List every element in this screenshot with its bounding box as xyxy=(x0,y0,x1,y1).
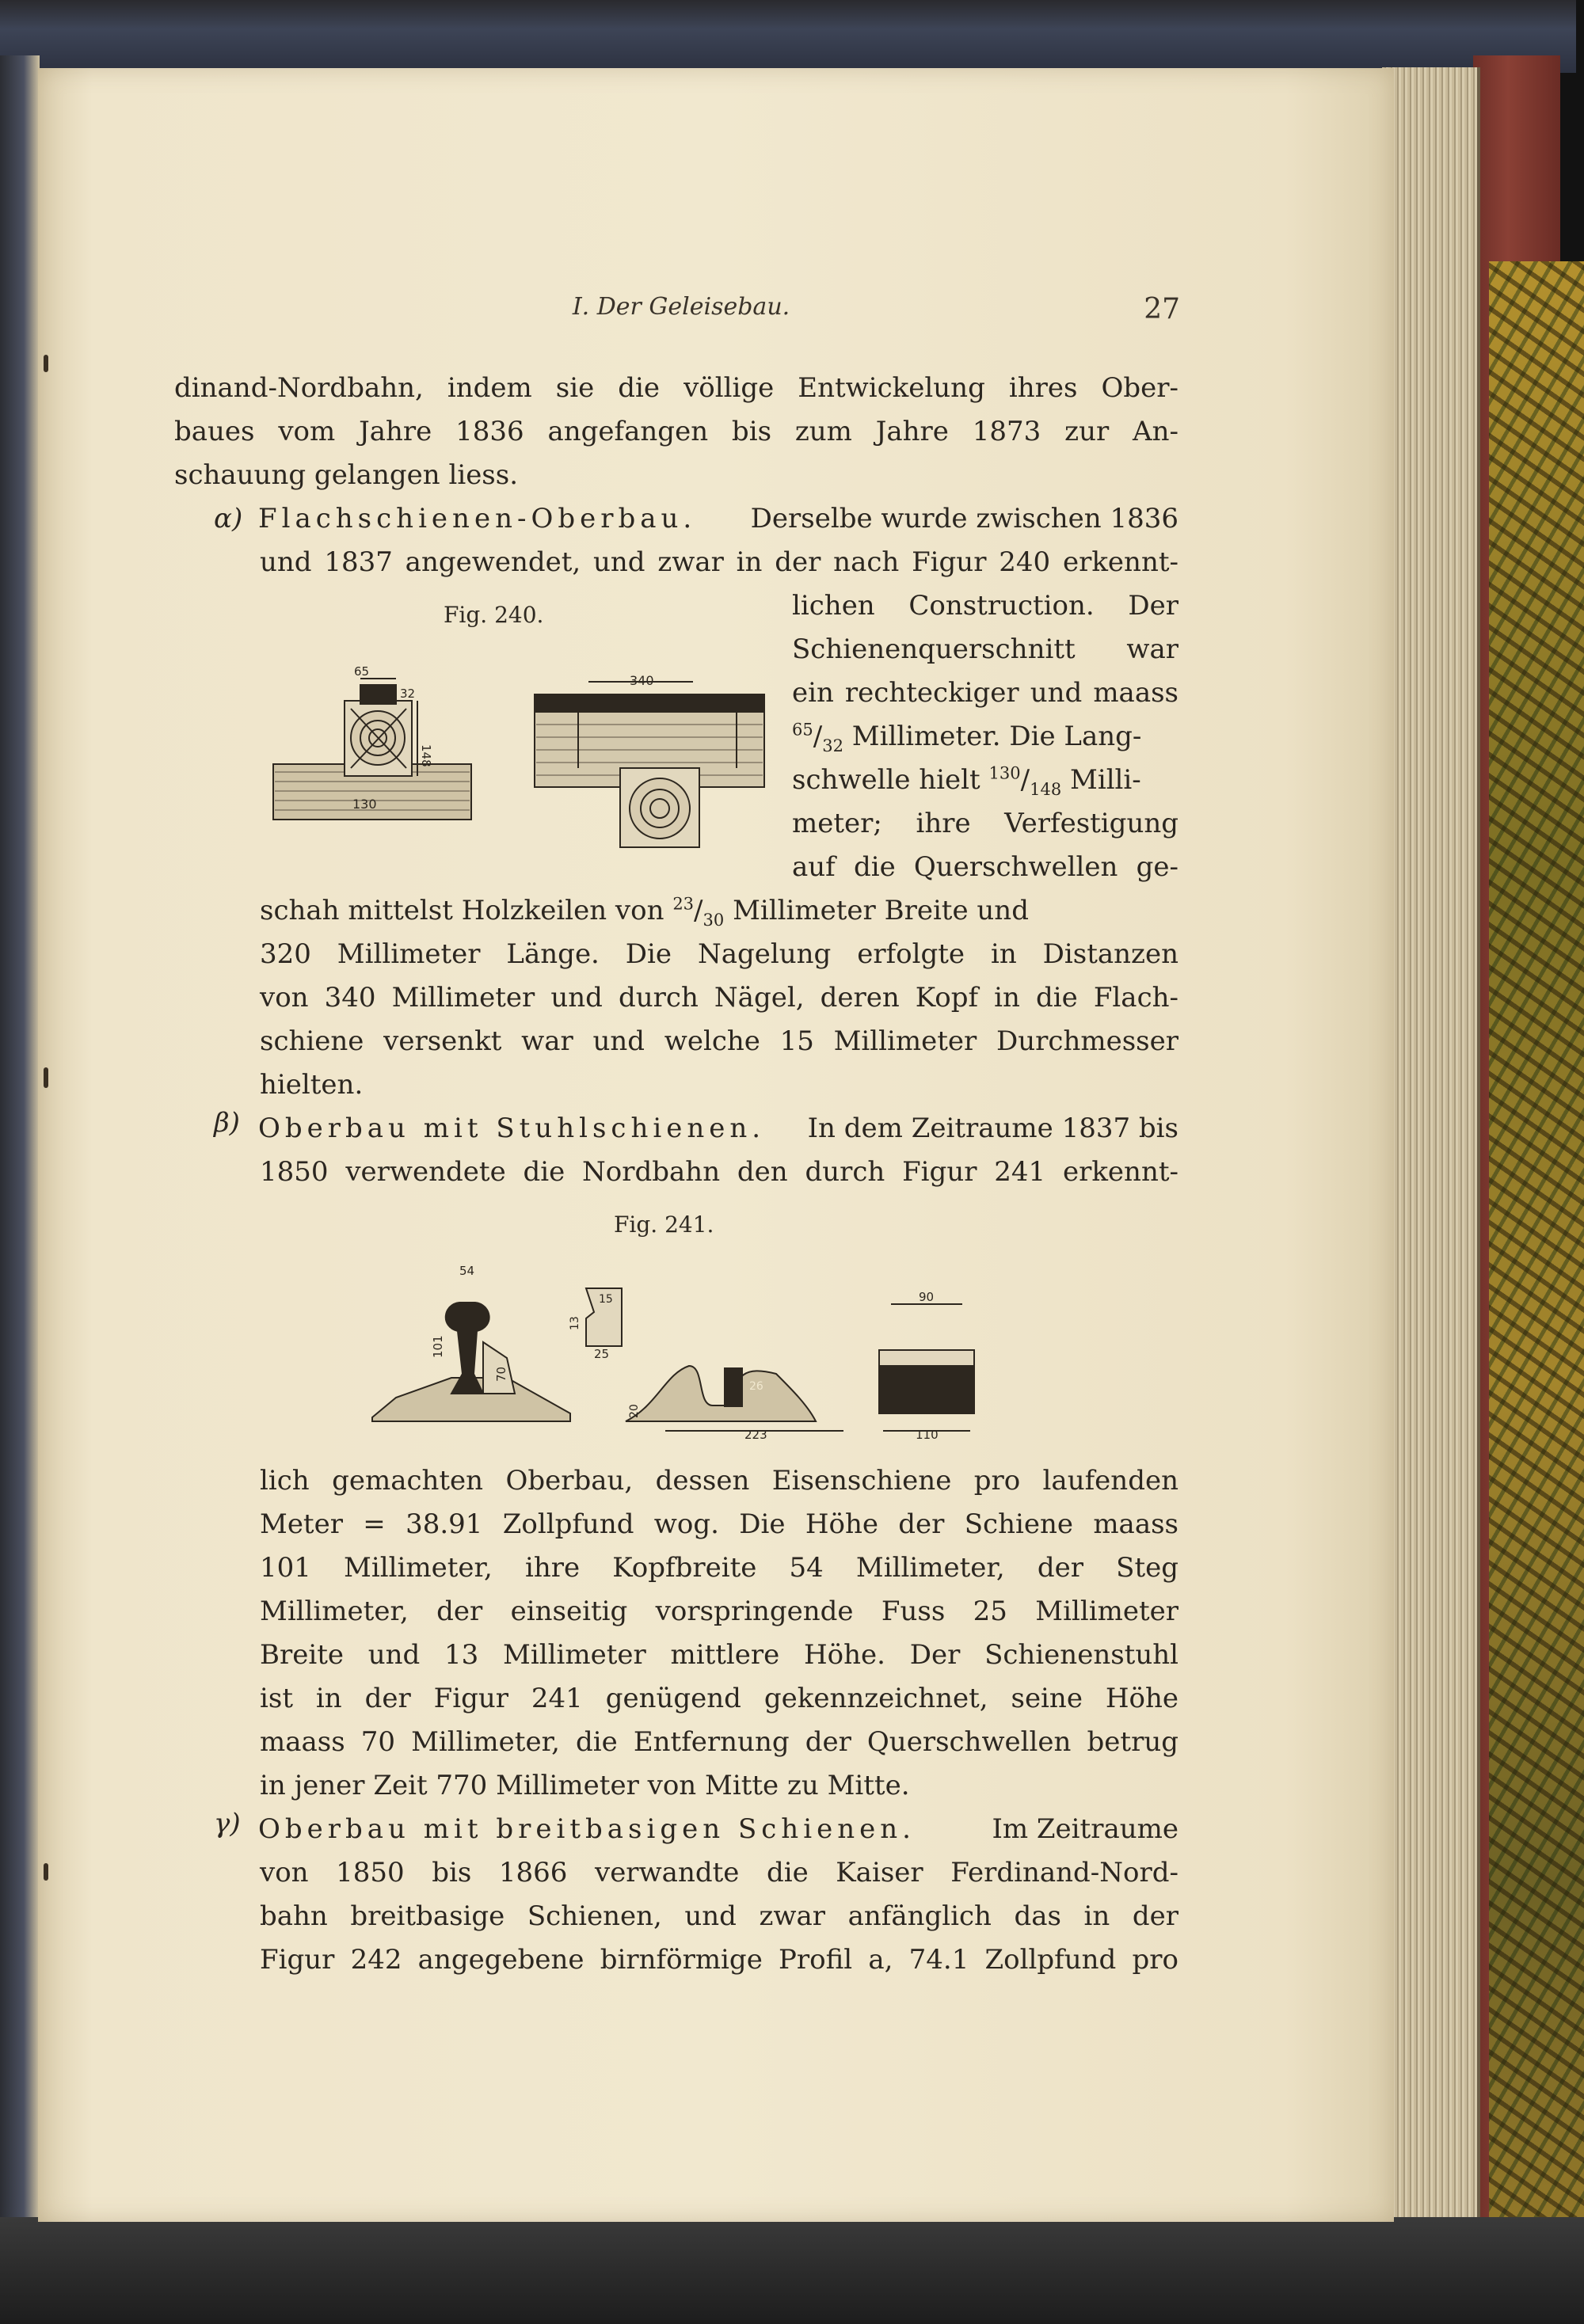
margin-mark xyxy=(44,355,48,372)
frac-text: Millimeter Breite und xyxy=(733,895,1029,926)
book-cover-bottom xyxy=(0,2217,1584,2324)
alpha-rest-2: von 340 Millimeter und durch Nägel, deren Kopf in die Flach- xyxy=(260,982,1178,1014)
beta-rest-4: Millimeter, der einseitig vorspringende Fuss 25 Millimeter xyxy=(260,1596,1178,1627)
beta-rest-2: Meter = 38.91 Zollpfund wog. Die Höhe der Schiene maass xyxy=(260,1508,1178,1540)
fig241-drawing xyxy=(364,1255,998,1445)
fig240-drawing xyxy=(265,661,772,851)
dim-label: 110 xyxy=(916,1428,939,1442)
gamma-rest-2: bahn breitbasige Schienen, und zwar anfänglich das in der xyxy=(260,1900,1178,1932)
frac-den: 32 xyxy=(822,736,843,755)
chair-section xyxy=(626,1366,816,1421)
margin-mark xyxy=(44,1067,48,1088)
alpha-rest-4: hielten. xyxy=(260,1069,364,1101)
book-cover-left xyxy=(0,55,40,2273)
frac-text: Milli- xyxy=(1070,764,1141,796)
alpha-heading xyxy=(258,497,696,541)
beta-rest-8: in jener Zeit 770 Millimeter von Mitte zu Mitte. xyxy=(260,1770,910,1801)
dim-label: 101 xyxy=(431,1335,445,1358)
dim-label: 340 xyxy=(630,673,654,688)
marbled-edge xyxy=(1489,261,1584,2288)
page-number: 27 xyxy=(1144,293,1180,325)
alpha-line-2: und 1837 angewendet, und zwar in der nach Figur 240 erkennt- xyxy=(260,546,1178,578)
running-header: I. Der Geleisebau. xyxy=(572,293,790,321)
beta-rest-7: maass 70 Millimeter, die Entfernung der Querschwellen betrug xyxy=(260,1726,1178,1758)
alpha-frac-line-c: schah mittelst Holzkeilen von $^{23}/_{30}$ Millimeter Breite und xyxy=(260,894,1029,930)
frac-num: 65 xyxy=(792,720,813,740)
intro-line-2: baues vom Jahre 1836 angefangen bis zum Jahre 1873 zur An- xyxy=(174,416,1178,447)
dim-label: 32 xyxy=(400,687,416,701)
beta-rest-5: Breite und 13 Millimeter mittlere Höhe. Der Schienenstuhl xyxy=(260,1639,1178,1671)
gamma-heading-title: Oberbau mit breitbasigen Schienen. xyxy=(258,1813,916,1845)
dim-label: 65 xyxy=(354,664,370,679)
dim-label: 130 xyxy=(352,797,377,812)
frac-num: 130 xyxy=(988,763,1021,783)
dim-label: 90 xyxy=(919,1290,935,1304)
frac-pre: schwelle hielt xyxy=(792,764,980,796)
dim-label: 223 xyxy=(744,1428,767,1442)
intro-line-1: dinand-Nordbahn, indem sie die völlige Entwickelung ihres Ober- xyxy=(174,372,1178,404)
frac-den: 30 xyxy=(703,910,725,930)
beta-rest-1: lich gemachten Oberbau, dessen Eisenschiene pro laufenden xyxy=(260,1465,1178,1497)
alpha-frac-line-a: $^{65}/_{32}$ Millimeter. Die Lang- xyxy=(792,720,1142,755)
alpha-marker: α) xyxy=(214,503,243,534)
alpha-side-1: lichen Construction. Der xyxy=(792,590,1178,622)
flat-rail xyxy=(360,685,396,704)
gamma-heading xyxy=(258,1808,916,1851)
margin-mark xyxy=(44,1863,48,1881)
fig240-label: Fig. 240. xyxy=(444,602,544,628)
alpha-side-2: Schienenquerschnitt war xyxy=(792,633,1178,665)
gamma-line-1: Im Zeitraume xyxy=(992,1813,1178,1845)
alpha-rest-1: 320 Millimeter Länge. Die Nagelung erfolgte in Distanzen xyxy=(260,938,1178,970)
frac-pre: schah mittelst Holzkeilen von xyxy=(260,895,664,926)
beta-line-1: In dem Zeitraume 1837 bis xyxy=(807,1113,1178,1144)
alpha-rest-3: schiene versenkt war und welche 15 Millimeter Durchmesser xyxy=(260,1025,1178,1057)
beta-line-2: 1850 verwendete die Nordbahn den durch Figur 241 erkennt- xyxy=(260,1156,1178,1188)
alpha-heading-title: Flachschienen-Oberbau. xyxy=(258,503,697,534)
dim-label: 20 xyxy=(628,1404,641,1418)
beta-heading-title: Oberbau mit Stuhlschienen. xyxy=(258,1113,766,1144)
dim-label: 15 xyxy=(599,1293,613,1306)
gamma-rest-3: Figur 242 angegebene birnförmige Profil a, 74.1 Zollpfund pro xyxy=(260,1944,1178,1976)
book-cover-top xyxy=(0,0,1576,73)
gamma-marker: γ) xyxy=(214,1808,241,1839)
alpha-frac-line-b: schwelle hielt $^{130}/_{148}$ Milli- xyxy=(792,763,1141,799)
dim-label: 13 xyxy=(569,1316,581,1330)
dim-label: 26 xyxy=(749,1380,763,1393)
dim-label: 148 xyxy=(419,744,433,767)
cross-block xyxy=(879,1366,974,1413)
fig241-label: Fig. 241. xyxy=(614,1211,714,1238)
beta-rest-6: ist in der Figur 241 genügend gekennzeichnet, seine Höhe xyxy=(260,1683,1178,1714)
dim-label: 70 xyxy=(494,1366,508,1382)
dim-label: 25 xyxy=(594,1347,610,1361)
beta-heading xyxy=(258,1107,765,1151)
alpha-side-3: ein rechteckiger und maass xyxy=(792,677,1178,709)
beta-rest-3: 101 Millimeter, ihre Kopfbreite 54 Millimeter, der Steg xyxy=(260,1552,1178,1584)
alpha-side-4: meter; ihre Verfestigung xyxy=(792,808,1178,839)
alpha-line-1: Derselbe wurde zwischen 1836 xyxy=(750,503,1178,534)
gamma-rest-1: von 1850 bis 1866 verwandte die Kaiser Ferdinand-Nord- xyxy=(260,1857,1178,1888)
frac-text: Millimeter. Die Lang- xyxy=(851,721,1142,752)
page-edges xyxy=(1382,67,1480,2221)
beta-marker: β) xyxy=(214,1107,240,1139)
frac-den: 148 xyxy=(1030,779,1062,799)
intro-line-3: schauung gelangen liess. xyxy=(174,459,519,491)
frac-num: 23 xyxy=(672,894,695,914)
dim-label: 54 xyxy=(459,1264,475,1278)
alpha-side-5: auf die Querschwellen ge- xyxy=(792,851,1178,883)
flat-rail-side xyxy=(535,694,764,712)
